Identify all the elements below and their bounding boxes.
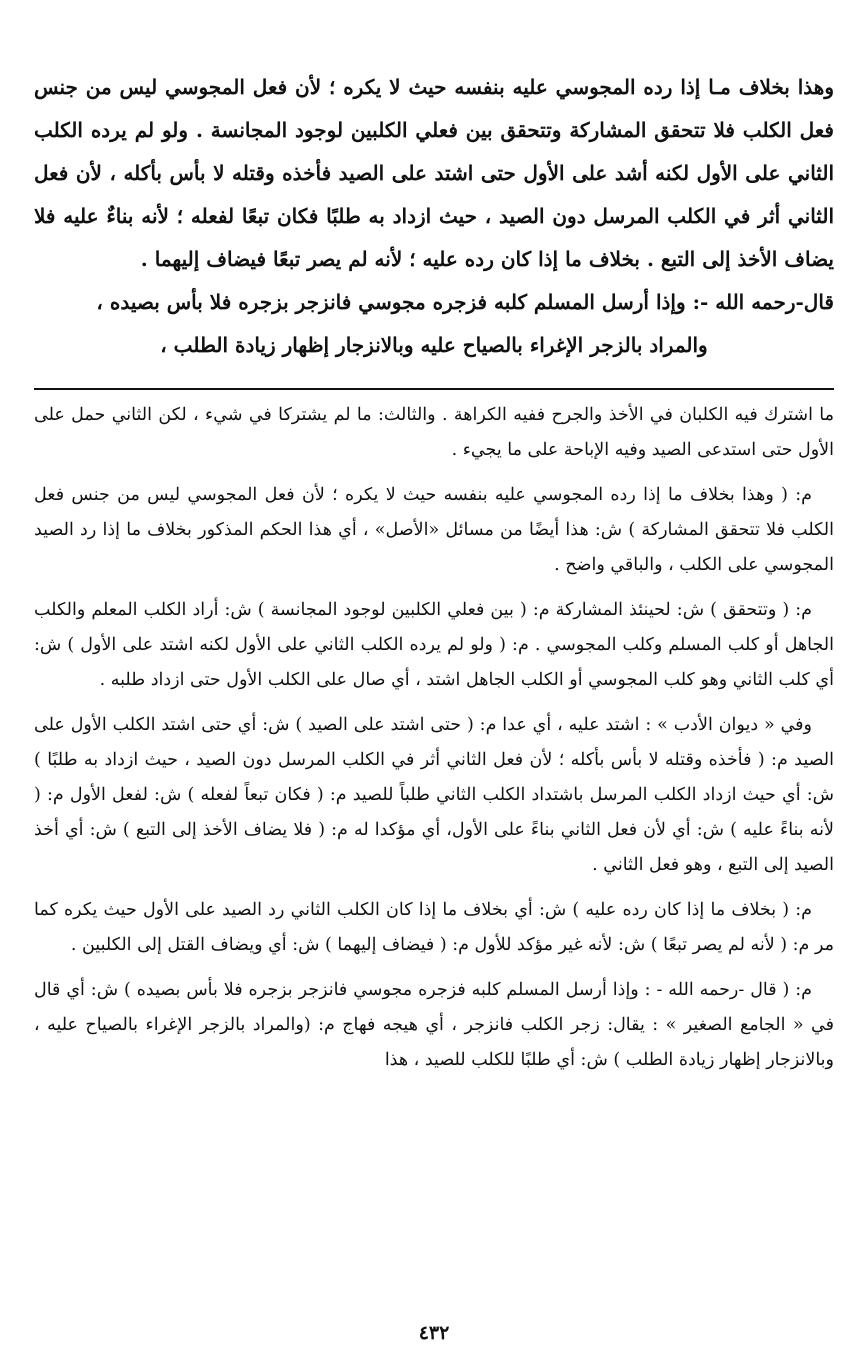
page-number: ٤٣٢ — [418, 1322, 450, 1344]
main-text-last-line: والمراد بالزجر الإغراء بالصياح عليه وبالانزجار إظهار زيادة الطلب ، — [160, 333, 708, 357]
commentary-paragraph: م: ( وتتحقق ) ش: لحينئذ المشاركة م: ( بين فعلي الكلبين لوجود المجانسة ) ش: أراد الكلب المعلم والكلب الجاهل أو كلب المسلم وكلب المجوسي . م: ( ولو لم يرده الكلب الثاني على الأول لكنه اشتد على الأول ) ش: أي كلب الثاني وهو كلب المجوسي أو الكلب الجاهل اشتد ، أي صال على الكلب الأول حتى ازداد طلبه . — [34, 600, 834, 690]
main-text-paragraph: قال-رحمه الله -: وإذا أرسل المسلم كلبه فزجره مجوسي فانزجر بزجره فلا بأس بصيده ، — [96, 290, 834, 314]
commentary-block — [34, 398, 834, 1088]
separator-rule — [34, 388, 834, 390]
commentary-paragraph: وفي « ديوان الأدب » : اشتد عليه ، أي عدا م: ( حتى اشتد على الصيد ) ش: أي حتى اشتد الكلب الأول على الصيد م: ( فأخذه وقتله لا بأس بأكله ؛ لأن فعل الثاني أثر في الكلب المرسل دون الصيد ، حيث ازداد به طلبًا ) ش: أي حيث ازداد الكلب المرسل باشتداد الكلب الثاني طلباً للصيد م: ( فكان تبعاً لفعله ) ش: لفعل الأول م: ( لأنه بناءً عليه ) ش: أي لأن فعل الثاني بناءً على الأول، أي مؤكدا له م: ( فلا يضاف الأخذ إلى التبع ) ش: أي أخذ الصيد إلى التبع ، وهو فعل الثاني . — [34, 715, 834, 875]
commentary-paragraph: م: ( وهذا بخلاف ما إذا رده المجوسي عليه بنفسه حيث لا يكره ؛ لأن فعل المجوسي ليس من جنس فعل الكلب فلا تتحقق المشاركة ) ش: هذا أيضًا من مسائل «الأصل» ، أي هذا الحكم المذكور بخلاف ما إذا رد الصيد المجوسي على الكلب ، والباقي واضح . — [34, 485, 834, 575]
commentary-paragraph: م: ( قال -رحمه الله - : وإذا أرسل المسلم كلبه فزجره مجوسي فانزجر بزجره فلا بأس بصيده ) ش: أي قال في « الجامع الصغير » : يقال: زجر الكلب فانزجر ، أي هيجه فهاج م: (والمراد بالزجر الإغراء بالصياح عليه ، وبالانزجار إظهار زيادة الطلب ) ش: أي طلبًا للكلب للصيد ، هذا — [34, 980, 834, 1070]
commentary-paragraph: ما اشترك فيه الكلبان في الأخذ والجرح ففيه الكراهة . والثالث: ما لم يشتركا في شيء ، لكن الثاني حمل على الأول حتى استدعى الصيد وفيه الإباحة على ما يجيء . — [34, 405, 834, 460]
main-text-block — [34, 66, 834, 367]
commentary-paragraph: م: ( بخلاف ما إذا كان رده عليه ) ش: أي بخلاف ما إذا كان الكلب الثاني رد الصيد على الأول حيث يكره كما مر م: ( لأنه لم يصر تبعًا ) ش: لأنه غير مؤكد للأول م: ( فيضاف إليهما ) ش: أي ويضاف القتل إلى الكلبين . — [34, 900, 834, 955]
main-text-paragraph: وهذا بخلاف مـا إذا رده المجوسي عليه بنفسه حيث لا يكره ؛ لأن فعل المجوسي ليس من جنس فعل الكلب فلا تتحقق المشاركة وتتحقق بين فعلي الكلبين لوجود المجانسة . ولو لم يرده الكلب الثاني على الأول لكنه أشد على الأول حتى اشتد على الصيد فأخذه وقتله لا بأس بأكله ، لأن فعل الثاني أثر في الكلب المرسل دون الصيد ، حيث ازداد به طلبًا فكان تبعًا لفعله ؛ لأنه بناءٌ عليه فلا يضاف الأخذ إلى التبع . بخلاف ما إذا كان رده عليه ؛ لأنه لم يصر تبعًا فيضاف إليهما . — [34, 75, 834, 271]
